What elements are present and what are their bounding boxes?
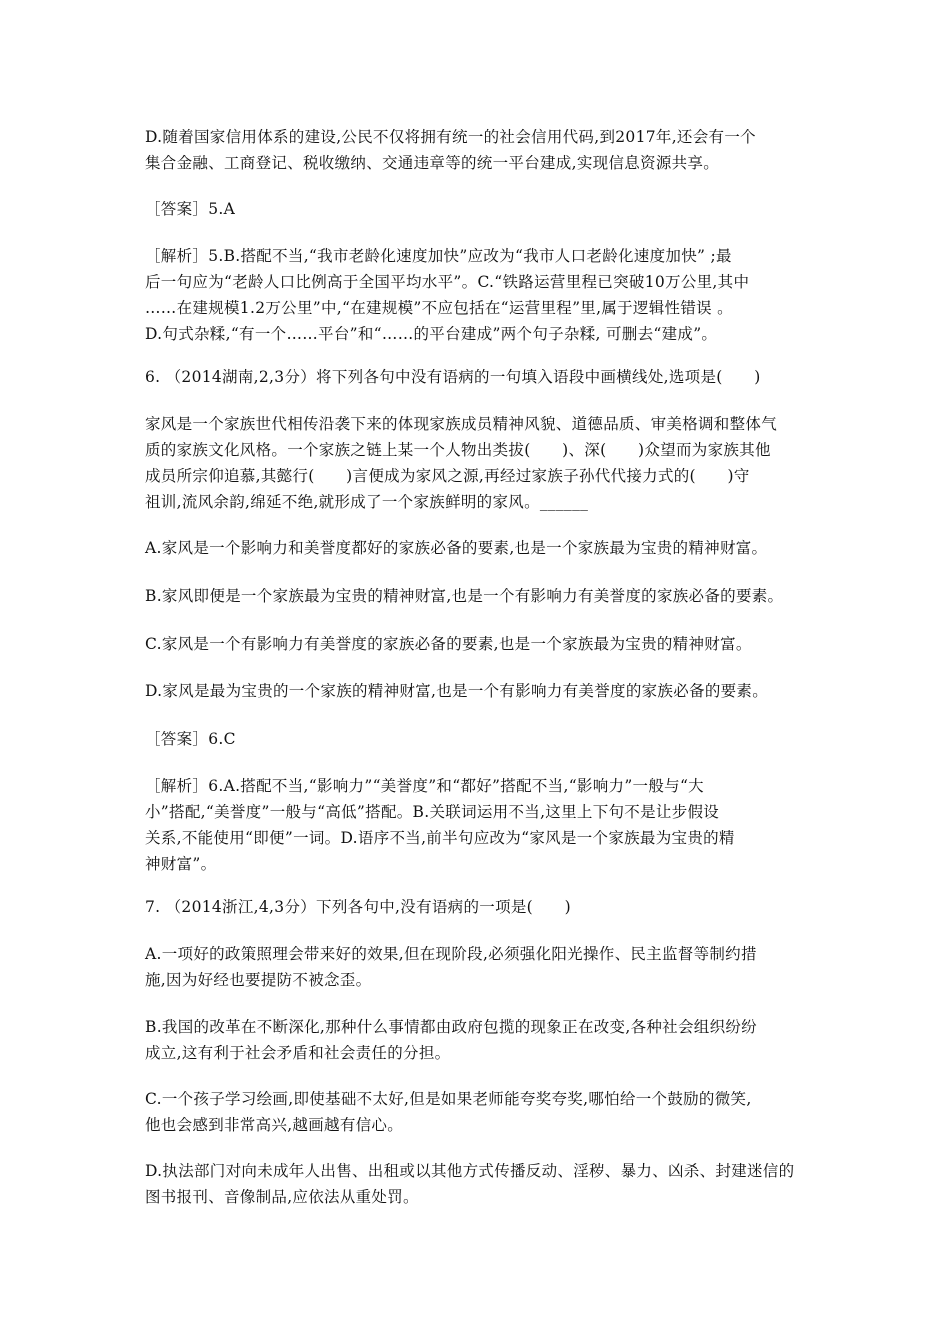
text-line: ……在建规模1.2万公里”中,“在建规模”不应包括在“运营里程”里,属于逻辑性错误 。	[145, 299, 733, 317]
text-line: 质的家族文化风格。一个家族之链上某一个人物出类拔( )、深( )众望而为家族其他	[145, 441, 771, 459]
answer-q5	[145, 196, 810, 222]
text-line: ［解析］5.B.搭配不当,“我市老龄化速度加快”应改为“我市人口老龄化速度加快” ;最	[145, 247, 732, 265]
question-6-stem	[145, 364, 810, 390]
text-line: A.家风是一个影响力和美誉度都好的家族必备的要素,也是一个家族最为宝贵的精神财富。	[145, 539, 768, 557]
text-line: 关系,不能使用“即便”一词。D.语序不当,前半句应改为“家风是一个家族最为宝贵的精	[145, 829, 735, 847]
text-line: 他也会感到非常高兴,越画越有信心。	[145, 1116, 404, 1134]
question-6-option-a	[145, 535, 810, 561]
question-7-option-b	[145, 1014, 810, 1066]
question-6-passage	[145, 411, 810, 515]
question-6-option-d	[145, 678, 810, 704]
text-line: D.随着国家信用体系的建设,公民不仅将拥有统一的社会信用代码,到2017年,还会有一个	[145, 128, 756, 146]
question-7-option-a	[145, 941, 810, 993]
question-6-option-c	[145, 631, 810, 657]
answer-q6	[145, 726, 810, 752]
text-line: D.执法部门对向未成年人出售、出租或以其他方式传播反动、淫秽、暴力、凶杀、封建迷信的	[145, 1162, 795, 1180]
text-line: B.我国的改革在不断深化,那种什么事情都由政府包揽的现象正在改变,各种社会组织纷纷	[145, 1018, 757, 1036]
text-line: 后一句应为“老龄人口比例高于全国平均水平”。C.“铁路运营里程已突破10万公里,其中	[145, 273, 750, 291]
text-line: 图书报刊、音像制品,应依法从重处罚。	[145, 1188, 419, 1206]
analysis-q6	[145, 773, 810, 877]
text-line: C.一个孩子学习绘画,即使基础不太好,但是如果老师能夸奖夸奖,哪怕给一个鼓励的微笑,	[145, 1090, 752, 1108]
text-line: B.家风即便是一个家族最为宝贵的精神财富,也是一个有影响力有美誉度的家族必备的要素。	[145, 587, 784, 605]
question-7-option-d	[145, 1158, 810, 1210]
text-line: D.家风是最为宝贵的一个家族的精神财富,也是一个有影响力有美誉度的家族必备的要素。	[145, 682, 769, 700]
text-line: 成立,这有利于社会矛盾和社会责任的分担。	[145, 1044, 451, 1062]
text-line: ［答案］5.A	[145, 200, 236, 218]
text-line: 7. （2014浙江,4,3分）下列各句中,没有语病的一项是( )	[145, 898, 571, 916]
text-line: 祖训,流风余韵,绵延不绝,就形成了一个家族鲜明的家风。______	[145, 493, 589, 511]
text-line: ［答案］6.C	[145, 730, 236, 748]
analysis-q5	[145, 243, 810, 347]
text-line: 施,因为好经也要提防不被念歪。	[145, 971, 372, 989]
question-7-option-c	[145, 1086, 810, 1138]
question-6-option-b	[145, 583, 810, 609]
text-line: 6. （2014湖南,2,3分）将下列各句中没有语病的一句填入语段中画横线处,选项是( )	[145, 368, 761, 386]
text-line: 神财富”。	[145, 855, 217, 873]
text-line: 集合金融、工商登记、税收缴纳、交通违章等的统一平台建成,实现信息资源共享。	[145, 154, 720, 172]
option-d-paragraph-q5	[145, 124, 810, 176]
text-line: ［解析］6.A.搭配不当,“影响力”“美誉度”和“都好”搭配不当,“影响力”一般与“大	[145, 777, 704, 795]
text-line: D.句式杂糅,“有一个……平台”和“……的平台建成”两个句子杂糅, 可删去“建成”。	[145, 325, 718, 343]
text-line: 家风是一个家族世代相传沿袭下来的体现家族成员精神风貌、道德品质、审美格调和整体气	[145, 415, 778, 433]
text-line: A.一项好的政策照理会带来好的效果,但在现阶段,必须强化阳光操作、民主监督等制约措	[145, 945, 757, 963]
text-line: 成员所宗仰追慕,其懿行( )言便成为家风之源,再经过家族子孙代代接力式的( )守	[145, 467, 750, 485]
text-line: C.家风是一个有影响力有美誉度的家族必备的要素,也是一个家族最为宝贵的精神财富。	[145, 635, 752, 653]
question-7-stem	[145, 894, 810, 920]
text-line: 小”搭配,“美誉度”一般与“高低”搭配。B.关联词运用不当,这里上下句不是让步假设	[145, 803, 720, 821]
